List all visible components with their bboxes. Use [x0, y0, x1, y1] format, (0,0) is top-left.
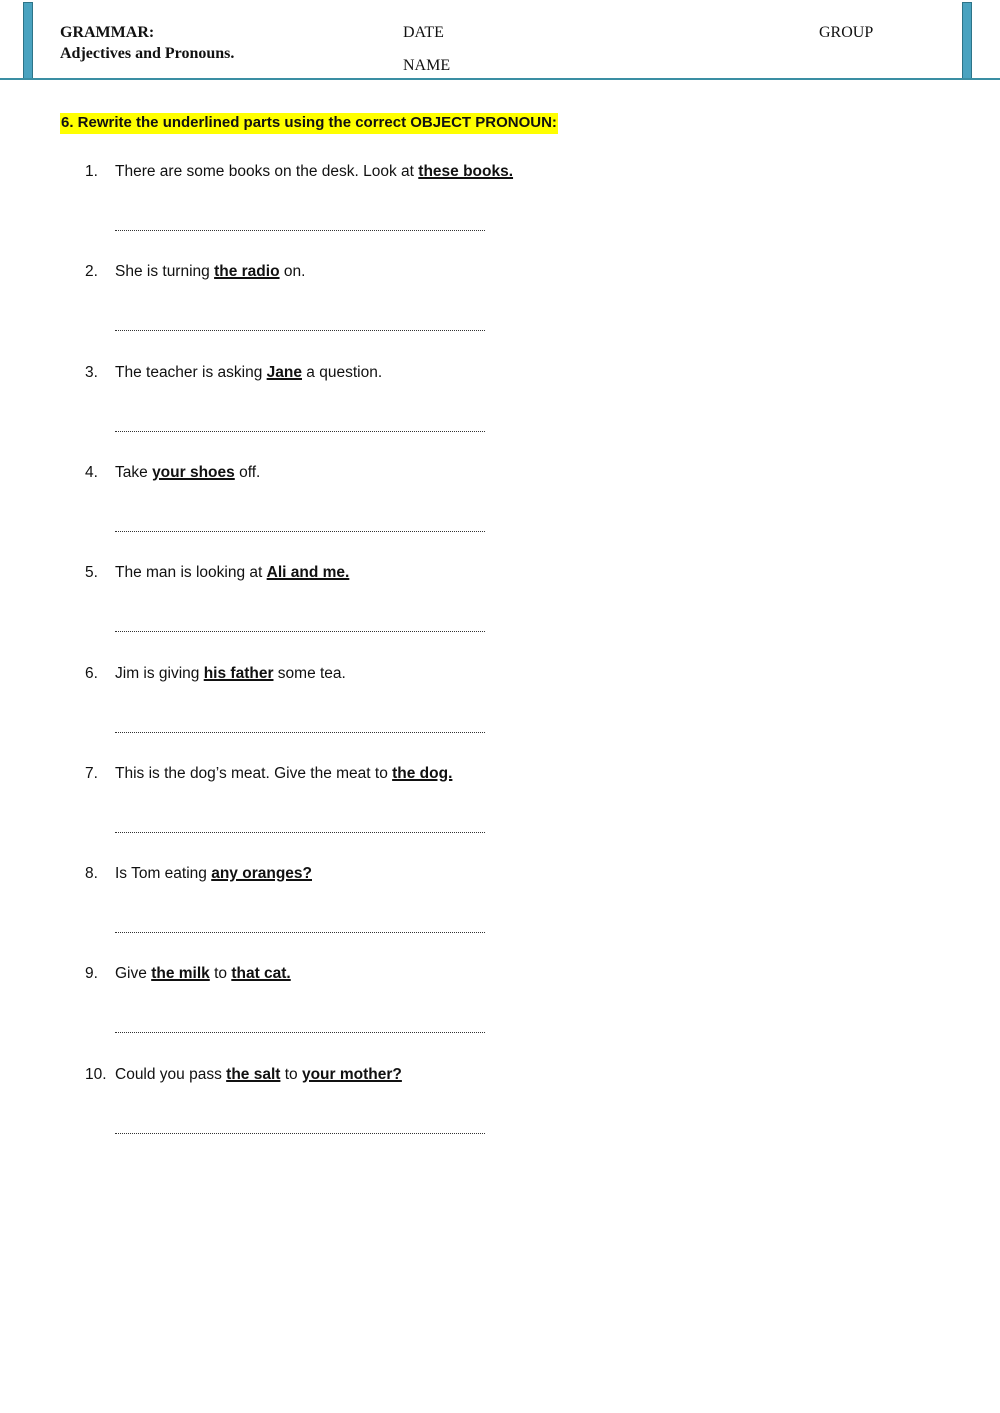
underlined-phrase: your shoes [152, 463, 235, 481]
question-item [85, 965, 291, 983]
header-right-bar [962, 2, 972, 80]
question-item [85, 564, 349, 582]
question-text: to [209, 965, 232, 983]
question-item [85, 263, 305, 281]
question-text: off. [234, 463, 261, 481]
question-number: 10. [85, 1065, 107, 1083]
name-label: NAME [403, 57, 451, 74]
answer-line[interactable] [115, 230, 485, 231]
question-text: Could you pass [115, 1065, 227, 1083]
answer-line[interactable] [115, 1032, 485, 1033]
question-text: some tea. [273, 664, 346, 682]
question-item [85, 364, 382, 382]
question-number: 5. [85, 564, 98, 582]
answer-line[interactable] [115, 932, 485, 933]
question-text: There are some books on the desk. Look at [115, 163, 419, 180]
underlined-phrase: the milk [151, 965, 210, 983]
question-number: 7. [85, 764, 98, 782]
underlined-phrase: his father [203, 664, 274, 682]
question-number: 4. [85, 463, 98, 481]
question-item [85, 665, 346, 683]
underlined-phrase: the radio [214, 263, 280, 281]
underlined-phrase: the salt [226, 1065, 281, 1083]
answer-line[interactable] [115, 1133, 485, 1134]
question-text: This is the dog’s meat. Give the meat to [115, 764, 393, 782]
question-item [85, 765, 452, 783]
underlined-phrase: your mother? [301, 1065, 402, 1083]
question-text: Jim is giving [115, 664, 204, 682]
underlined-phrase: these books. [418, 163, 514, 180]
question-item [85, 1066, 402, 1084]
question-text: a question. [301, 363, 383, 381]
question-number: 6. [85, 664, 98, 682]
topic-label: Adjectives and Pronouns. [60, 45, 235, 62]
underlined-phrase: that cat. [231, 965, 291, 983]
question-item [85, 163, 513, 181]
question-number: 9. [85, 965, 98, 983]
question-number: 8. [85, 865, 98, 883]
underlined-phrase: any oranges? [211, 865, 312, 883]
date-label: DATE [403, 24, 444, 41]
question-number: 3. [85, 363, 98, 381]
header-divider [0, 78, 1000, 80]
question-text: on. [279, 263, 306, 281]
question-text: to [280, 1065, 302, 1083]
underlined-phrase: the dog. [392, 764, 453, 782]
answer-line[interactable] [115, 732, 485, 733]
question-text: The man is looking at [115, 564, 267, 582]
question-text: Give [115, 965, 152, 983]
answer-line[interactable] [115, 832, 485, 833]
header-left-bar [23, 2, 33, 80]
question-text: She is turning [115, 263, 215, 281]
underlined-phrase: Ali and me. [266, 564, 350, 582]
question-text: The teacher is asking [115, 363, 267, 381]
answer-line[interactable] [115, 631, 485, 632]
question-number: 1. [85, 163, 98, 180]
question-item [85, 865, 312, 883]
question-text: Is Tom eating [115, 865, 212, 883]
question-item [85, 464, 260, 482]
question-text: Take [115, 463, 153, 481]
question-number: 2. [85, 263, 98, 281]
answer-line[interactable] [115, 431, 485, 432]
underlined-phrase: Jane [266, 363, 302, 381]
answer-line[interactable] [115, 531, 485, 532]
subject-label: GRAMMAR: [60, 24, 155, 41]
answer-line[interactable] [115, 330, 485, 331]
group-label: GROUP [819, 24, 874, 41]
instruction-heading: 6. Rewrite the underlined parts using the correct OBJECT PRONOUN: [60, 113, 558, 134]
